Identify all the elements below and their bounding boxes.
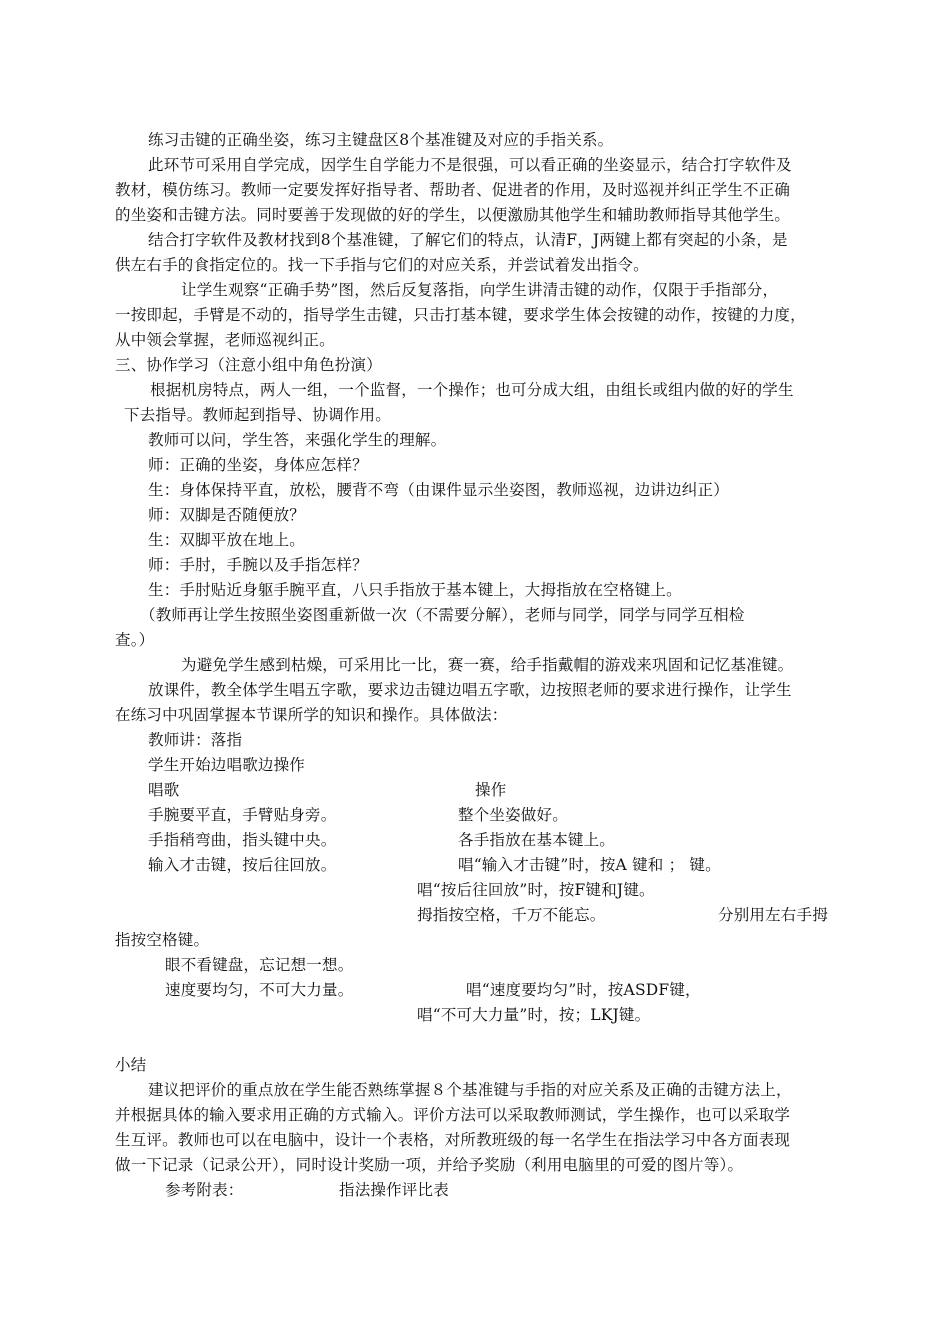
paragraph-line: 放课件，教全体学生唱五字歌，要求边击键边唱五字歌，边按照老师的要求进行操作，让学生: [148, 681, 792, 699]
paragraph-line: 建议把评价的重点放在学生能否熟练掌握８个基准键与手指的对应关系及正确的击键方法上，: [148, 1081, 792, 1099]
dialogue-line: 师：正确的坐姿，身体应怎样？: [148, 456, 368, 474]
paragraph-line: 从中领会掌握，老师巡视纠正。: [115, 331, 335, 349]
paragraph-line: 在练习中巩固掌握本节课所学的知识和操作。具体做法：: [115, 706, 508, 724]
song-lyric: 手腕要平直，手臂贴身旁。: [148, 806, 337, 824]
paragraph-line: 一按即起，手臂是不动的，指导学生击键，只击打基本键，要求学生体会按键的动作，按键的力度，: [115, 306, 806, 324]
song-lyric: 手指稍弯曲，指头键中央。: [148, 831, 337, 849]
song-lyric: 速度要均匀，不可大力量。: [165, 981, 354, 999]
paragraph-line: 为避免学生感到枯燥，可采用比一比，赛一赛，给手指戴帽的游戏来巩固和记忆基准键。: [181, 656, 794, 674]
paragraph-line: 做一下记录（记录公开），同时设计奖励一项，并给予奖励（利用电脑里的可爱的图片等）。: [115, 1156, 744, 1174]
song-lyric: 拇指按空格，千万不能忘。: [417, 906, 606, 924]
song-action: 唱“输入才击键”时，按A 键和 ； 键。: [458, 856, 721, 874]
dialogue-line: 生：双脚平放在地上。: [148, 531, 306, 549]
paragraph-line: 的坐姿和击键方法。同时要善于发现做的好的学生，以便激励其他学生和辅助教师指导其他学生。: [115, 206, 791, 224]
section-heading: 小结: [115, 1056, 147, 1074]
paragraph-line: 并根据具体的输入要求用正确的方式输入。评价方法可以采取教师测试，学生操作，也可以采取学: [115, 1106, 791, 1124]
song-header-sing: 唱歌: [148, 781, 180, 799]
paragraph-line: 生互评。教师也可以在电脑中，设计一个表格，对所教班级的每一名学生在指法学习中各方面表现: [115, 1131, 791, 1149]
song-lyric: 眼不看键盘，忘记想一想。: [165, 956, 354, 974]
paragraph-line: 下去指导。教师起到指导、协调作用。: [124, 406, 391, 424]
paragraph-line: 学生开始边唱歌边操作: [148, 756, 306, 774]
song-action: 唱“速度要均匀”时，按ASDF键，: [466, 981, 701, 999]
song-action: 唱“不可大力量”时，按；LKJ键。: [417, 1006, 651, 1024]
paragraph-line: 练习击键的正确坐姿，练习主键盘区8个基准键及对应的手指关系。: [148, 131, 614, 149]
paragraph-line: 查。）: [115, 631, 155, 649]
dialogue-line: 生：身体保持平直，放松，腰背不弯（由课件显示坐姿图，教师巡视，边讲边纠正）: [148, 481, 729, 499]
song-action: 指按空格键。: [115, 931, 210, 949]
paragraph-line: 教材，模仿练习。教师一定要发挥好指导者、帮助者、促进者的作用，及时巡视并纠正学生不正确: [115, 181, 791, 199]
section-heading: 三、协作学习（注意小组中角色扮演）: [115, 356, 382, 374]
paragraph-line: 此环节可采用自学完成，因学生自学能力不是很强，可以看正确的坐姿显示，结合打字软件及: [148, 156, 792, 174]
paragraph-line: 教师讲：落指: [148, 731, 243, 749]
song-action: 分别用左右手拇: [718, 906, 828, 924]
song-action: 整个坐姿做好。: [458, 806, 568, 824]
song-lyric: 输入才击键，按后往回放。: [148, 856, 337, 874]
paragraph-line: 教师可以问，学生答，来强化学生的理解。: [148, 431, 447, 449]
paragraph-line: 让学生观察“正确手势”图，然后反复落指，向学生讲清击键的动作，仅限于手指部分，: [181, 281, 779, 299]
reference-label: 参考附表：: [165, 1181, 244, 1199]
dialogue-line: 生：手肘贴近身躯手腕平直，八只手指放于基本键上，大拇指放在空格键上。: [148, 581, 682, 599]
paragraph-line: 结合打字软件及教材找到8个基准键，了解它们的特点，认清F，J两键上都有突起的小条，是: [148, 231, 788, 249]
paragraph-line: 根据机房特点，两人一组，一个监督，一个操作；也可分成大组，由组长或组内做的好的学生: [150, 381, 794, 399]
paragraph-line: 供左右手的食指定位的。找一下手指与它们的对应关系，并尝试着发出指令。: [115, 256, 649, 274]
dialogue-line: 师：手肘，手腕以及手指怎样？: [148, 556, 368, 574]
song-action: 各手指放在基本键上。: [458, 831, 616, 849]
song-header-operate: 操作: [475, 781, 507, 799]
dialogue-line: 师：双脚是否随便放？: [148, 506, 306, 524]
paragraph-line: （教师再让学生按照坐姿图重新做一次（不需要分解），老师与同学，同学与同学互相检: [140, 606, 745, 624]
reference-table-title: 指法操作评比表: [339, 1181, 449, 1199]
song-action: 唱“按后往回放”时，按F键和J键。: [417, 881, 655, 899]
